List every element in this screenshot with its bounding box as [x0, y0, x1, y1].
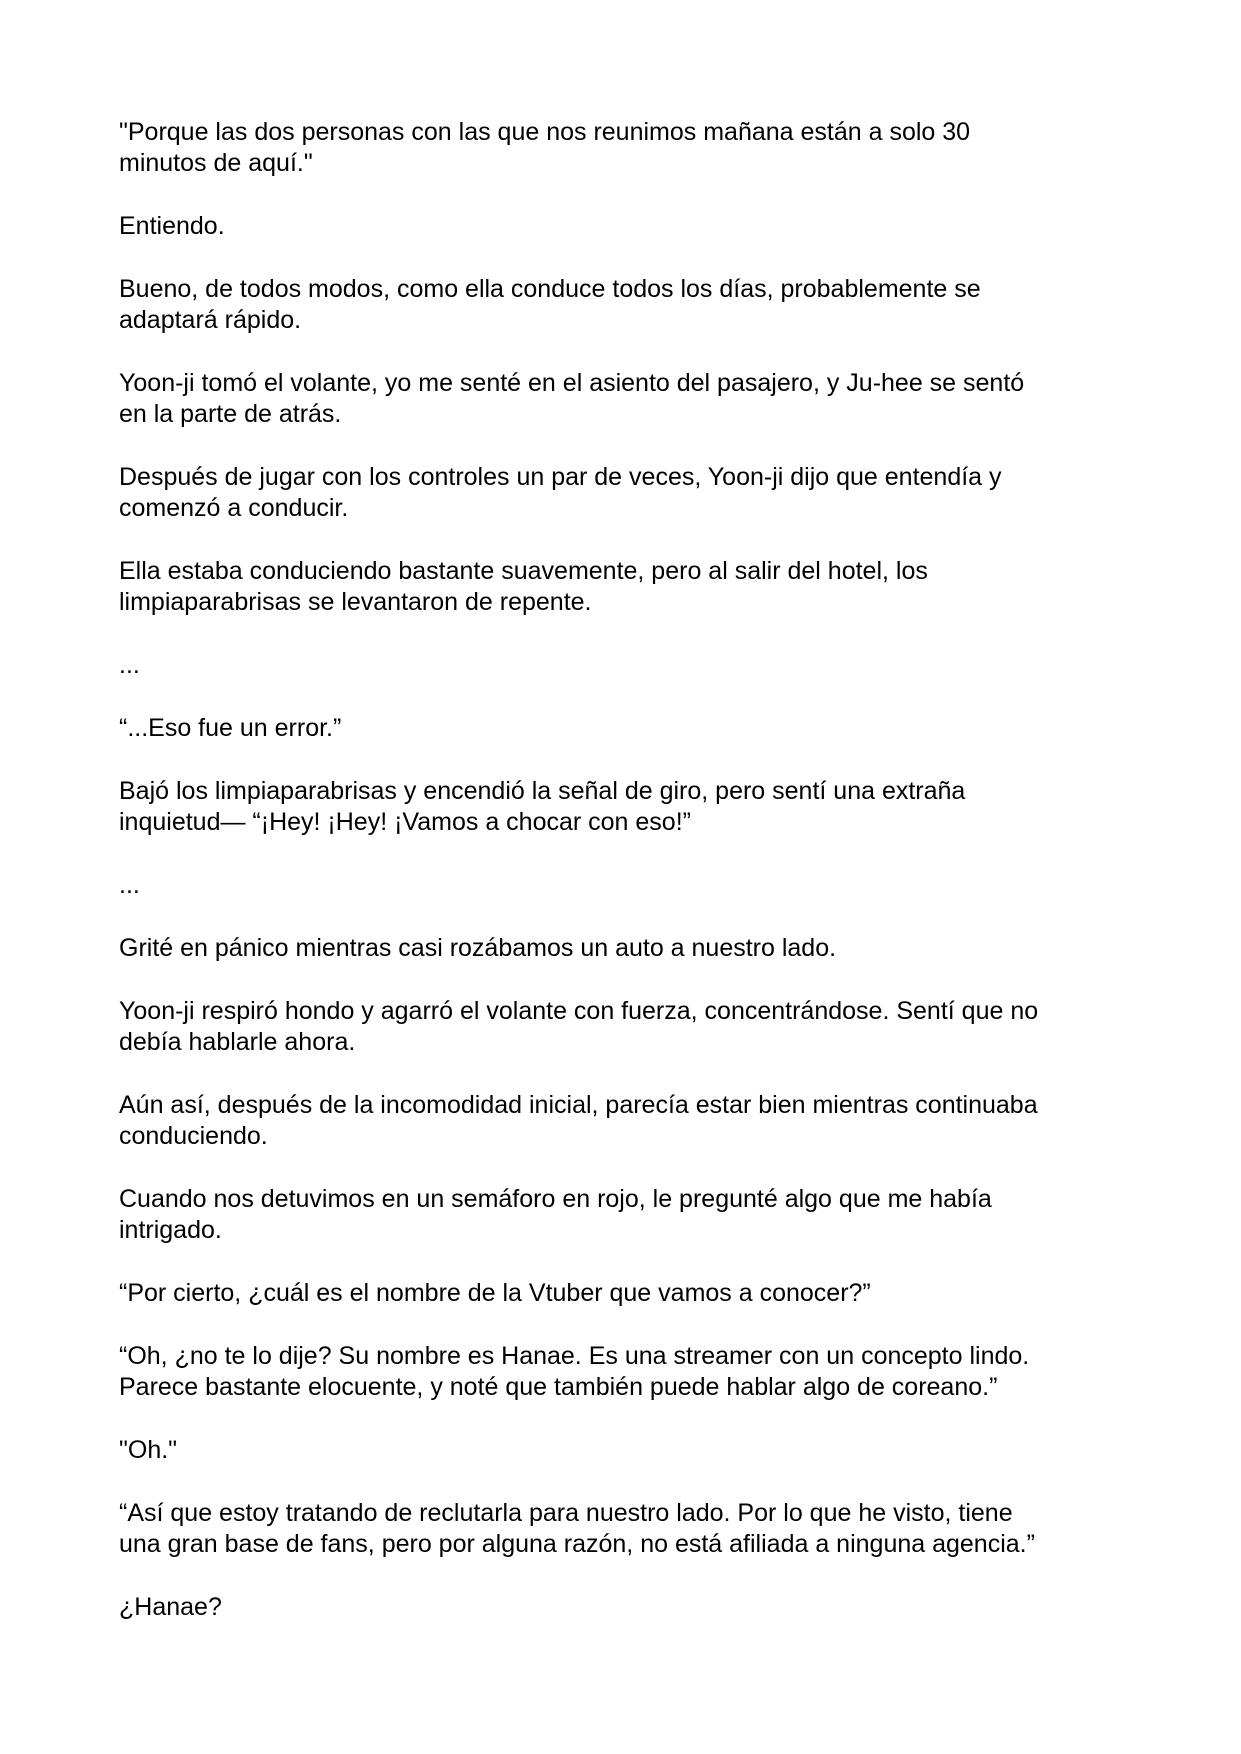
paragraph: “Por cierto, ¿cuál es el nombre de la Vtuber que vamos a conocer?”	[119, 1279, 871, 1307]
paragraph: "Porque las dos personas con las que nos reunimos mañana están a solo 30 minutos de aquí."	[119, 118, 971, 177]
paragraph: Bajó los limpiaparabrisas y encendió la señal de giro, pero sentí una extraña inquietud— “¡Hey! ¡Hey! ¡Vamos a chocar con eso!”	[119, 777, 966, 836]
paragraph: "Oh."	[119, 1436, 178, 1464]
paragraph: Aún así, después de la incomodidad inicial, parecía estar bien mientras continuaba conduciendo.	[119, 1091, 1038, 1150]
paragraph: “...Eso fue un error.”	[119, 714, 342, 742]
paragraph: Yoon-ji tomó el volante, yo me senté en el asiento del pasajero, y Ju-hee se sentó en la parte de atrás.	[119, 369, 1025, 428]
paragraph: ¿Hanae?	[119, 1593, 222, 1621]
paragraph: Ella estaba conduciendo bastante suavemente, pero al salir del hotel, los limpiaparabrisas se levantaron de repente.	[119, 557, 928, 616]
paragraph: Entiendo.	[119, 212, 225, 240]
ellipsis-paragraph: ...	[119, 651, 140, 679]
paragraph: Grité en pánico mientras casi rozábamos un auto a nuestro lado.	[119, 934, 837, 962]
paragraph: “Oh, ¿no te lo dije? Su nombre es Hanae. Es una streamer con un concepto lindo. Parece bastante elocuente, y noté que también puede hablar algo de coreano.”	[119, 1342, 1030, 1401]
paragraph: Yoon-ji respiró hondo y agarró el volante con fuerza, concentrándose. Sentí que no debía hablarle ahora.	[119, 997, 1039, 1056]
paragraph: Cuando nos detuvimos en un semáforo en rojo, le pregunté algo que me había intrigado.	[119, 1185, 992, 1244]
paragraph: “Así que estoy tratando de reclutarla para nuestro lado. Por lo que he visto, tiene una gran base de fans, pero por alguna razón, no está afiliada a ninguna agencia.”	[119, 1499, 1035, 1558]
paragraph: Bueno, de todos modos, como ella conduce todos los días, probablemente se adaptará rápido.	[119, 275, 981, 334]
document-body	[119, 117, 1129, 1655]
paragraph: Después de jugar con los controles un par de veces, Yoon-ji dijo que entendía y comenzó a conducir.	[119, 463, 1002, 522]
ellipsis-paragraph: ...	[119, 871, 140, 899]
